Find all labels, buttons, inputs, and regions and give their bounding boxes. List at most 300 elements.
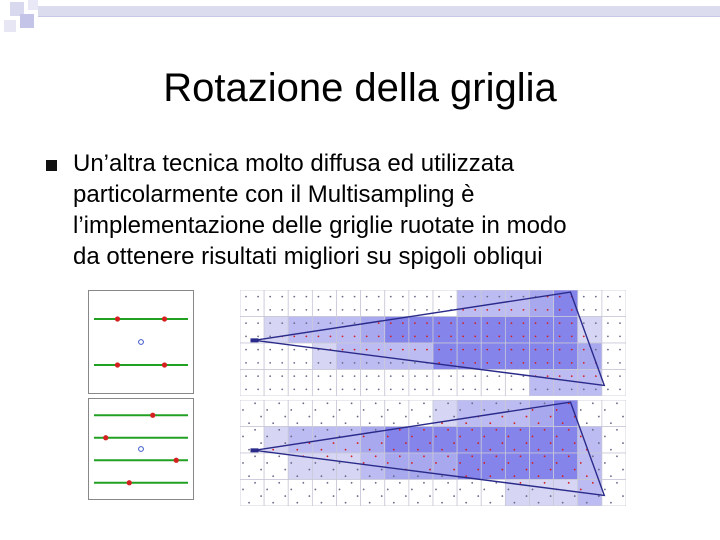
subsample-dot — [254, 482, 256, 484]
subsample-dot — [595, 335, 597, 337]
subsample-dot — [308, 416, 310, 418]
subsample-dot — [378, 388, 380, 390]
subsample-dot — [520, 402, 522, 404]
subsample-dot — [441, 422, 443, 424]
subsample-dot — [260, 495, 262, 497]
subsample-dot — [278, 429, 280, 431]
subsample-dot — [507, 409, 509, 411]
subsample-dot — [550, 469, 552, 471]
subsample-dot — [257, 388, 259, 390]
subsample-dot — [592, 455, 594, 457]
grid-cell — [554, 343, 578, 370]
subsample-dot — [595, 375, 597, 377]
subsample-dot — [302, 482, 304, 484]
grid-cell — [554, 453, 578, 480]
grid-cell — [554, 317, 578, 344]
subsample-dot — [345, 502, 347, 504]
subsample-dot — [465, 502, 467, 504]
subsample-dot — [438, 296, 440, 298]
subsample-dot — [477, 495, 479, 497]
grid-cell — [337, 453, 361, 480]
subsample-dot — [284, 495, 286, 497]
subsample-dot — [547, 335, 549, 337]
subsample-dot — [462, 349, 464, 351]
subsample-dot — [390, 309, 392, 311]
grid-cell — [288, 427, 312, 454]
subsample-dot — [414, 362, 416, 364]
subsample-dot — [538, 475, 540, 477]
subsample-dot — [429, 416, 431, 418]
subsample-dot — [498, 362, 500, 364]
subsample-dot — [375, 402, 377, 404]
subsample-dot — [438, 349, 440, 351]
subsample-dot — [366, 349, 368, 351]
subsample-dot — [278, 402, 280, 404]
subsample-dot — [242, 462, 244, 464]
subsample-dot — [559, 388, 561, 390]
subsample-dot — [318, 362, 320, 364]
subsample-dot — [562, 449, 564, 451]
subsample-dot — [318, 322, 320, 324]
subsample-dot — [305, 335, 307, 337]
subsample-dot — [438, 322, 440, 324]
subsample-dot — [511, 362, 513, 364]
grid-cell — [385, 453, 409, 480]
subsample-dot — [405, 416, 407, 418]
subsample-dot — [366, 375, 368, 377]
subsample-dot — [381, 495, 383, 497]
grid-cell — [457, 290, 481, 317]
subsample-dot — [339, 489, 341, 491]
subsample-dot — [357, 416, 359, 418]
subsample-dot — [514, 449, 516, 451]
grid-cell — [264, 400, 288, 427]
subsample-dot — [390, 349, 392, 351]
subsample-dot — [459, 489, 461, 491]
subsample-dot — [514, 475, 516, 477]
subsample-dot — [423, 402, 425, 404]
grid-cell — [264, 453, 288, 480]
subsample-dot — [305, 309, 307, 311]
grid-cell — [530, 427, 554, 454]
subsample-dot — [607, 335, 609, 337]
subsample-dot — [314, 409, 316, 411]
subsample-dot — [245, 296, 247, 298]
subsample-dot — [607, 375, 609, 377]
subsample-dot — [486, 335, 488, 337]
subsample-dot — [321, 449, 323, 451]
subsample-dot — [426, 322, 428, 324]
subsample-dot — [532, 462, 534, 464]
subsample-dot — [381, 442, 383, 444]
subsample-dot — [293, 296, 295, 298]
subsample-dot — [580, 462, 582, 464]
subsample-dot — [284, 442, 286, 444]
subsample-dot — [583, 335, 585, 337]
subsample-dot — [272, 449, 274, 451]
subsample-dot — [474, 349, 476, 351]
subsample-dot — [514, 502, 516, 504]
subsample-dot — [327, 482, 329, 484]
grid-cell — [264, 343, 288, 370]
slide-title: Rotazione della griglia — [163, 66, 557, 110]
grid-cell — [602, 290, 626, 317]
subsample-dot — [462, 335, 464, 337]
subsample-dot — [462, 388, 464, 390]
subsample-dot — [583, 362, 585, 364]
subsample-dot — [369, 449, 371, 451]
grid-cell — [337, 370, 361, 397]
subsample-dot — [435, 436, 437, 438]
subsample-dot — [453, 416, 455, 418]
subsample-dot — [523, 335, 525, 337]
subsample-dot — [483, 462, 485, 464]
subsample-dot — [351, 455, 353, 457]
bullet-line: particolarmente con il Multisampling è — [73, 181, 475, 208]
subsample-dot — [257, 349, 259, 351]
subsample-dot — [471, 429, 473, 431]
subsample-dot — [402, 375, 404, 377]
subsample-dot — [387, 436, 389, 438]
subsample-dot — [547, 322, 549, 324]
subsample-dot — [498, 322, 500, 324]
subsample-dot — [318, 388, 320, 390]
subsample-dot — [619, 309, 621, 311]
bullet-line: Un’altra tecnica molto diffusa ed utilizzata — [73, 150, 515, 177]
subsample-dot — [393, 422, 395, 424]
subsample-dot — [293, 335, 295, 337]
subsample-dot — [357, 495, 359, 497]
subsample-dot — [375, 429, 377, 431]
subsample-dot — [260, 442, 262, 444]
subsample-dot — [520, 429, 522, 431]
subsample-dot — [281, 388, 283, 390]
subsample-dot — [387, 409, 389, 411]
subsample-dot — [378, 375, 380, 377]
sample-point — [162, 362, 167, 367]
subsample-dot — [450, 335, 452, 337]
subsample-dot — [592, 482, 594, 484]
subsample-dot — [354, 362, 356, 364]
subsample-dot — [242, 436, 244, 438]
subsample-dot — [459, 436, 461, 438]
subsample-dot — [447, 482, 449, 484]
subsample-dot — [559, 335, 561, 337]
subsample-dot — [474, 375, 476, 377]
subsample-dot — [293, 322, 295, 324]
grid-cell — [337, 400, 361, 427]
subsample-dot — [257, 309, 259, 311]
subsample-dot — [483, 436, 485, 438]
subsample-dot — [321, 502, 323, 504]
grid-cell — [457, 453, 481, 480]
subsample-dot — [562, 422, 564, 424]
subsample-dot — [417, 475, 419, 477]
subsample-dot — [351, 429, 353, 431]
subsample-dot — [402, 388, 404, 390]
subsample-dot — [399, 402, 401, 404]
subsample-dot — [414, 309, 416, 311]
bullet-line: da ottenere risultati migliori su spigoli obliqui — [73, 243, 543, 270]
subsample-dot — [583, 322, 585, 324]
subsample-dot — [245, 322, 247, 324]
grid-cell — [337, 343, 361, 370]
subsample-dot — [314, 462, 316, 464]
pixel-center-marker — [139, 340, 144, 345]
subsample-dot — [330, 388, 332, 390]
grid-cell — [530, 480, 554, 507]
subsample-dot — [607, 349, 609, 351]
subsample-dot — [486, 362, 488, 364]
subsample-dot — [486, 322, 488, 324]
subsample-dot — [426, 309, 428, 311]
subsample-dot — [296, 475, 298, 477]
subsample-dot — [429, 442, 431, 444]
subsample-dot — [345, 475, 347, 477]
subsample-dot — [462, 322, 464, 324]
subsample-dot — [266, 462, 268, 464]
subsample-dot — [438, 375, 440, 377]
subsample-dot — [378, 362, 380, 364]
subsample-dot — [375, 482, 377, 484]
subsample-dot — [616, 429, 618, 431]
subsample-dot — [342, 335, 344, 337]
subsample-dot — [595, 322, 597, 324]
subsample-dot — [354, 322, 356, 324]
subsample-dot — [556, 436, 558, 438]
subsample-dot — [547, 349, 549, 351]
grid-cell — [433, 480, 457, 507]
subsample-dot — [459, 409, 461, 411]
subsample-dot — [523, 296, 525, 298]
sample-point — [150, 413, 155, 418]
grid-cell — [409, 453, 433, 480]
subsample-dot — [393, 475, 395, 477]
subsample-dot — [354, 388, 356, 390]
subsample-dot — [342, 296, 344, 298]
subsample-dot — [330, 362, 332, 364]
subsample-dot — [610, 502, 612, 504]
subsample-dot — [269, 296, 271, 298]
subsample-dot — [462, 362, 464, 364]
subsample-dot — [486, 296, 488, 298]
subsample-dot — [293, 309, 295, 311]
subsample-dot — [483, 409, 485, 411]
subsample-dot — [290, 436, 292, 438]
subsample-dot — [302, 402, 304, 404]
subsample-dot — [414, 335, 416, 337]
grid-cell — [433, 427, 457, 454]
subsample-dot — [354, 296, 356, 298]
subsample-dot — [450, 388, 452, 390]
subsample-dot — [544, 482, 546, 484]
subsample-dot — [354, 309, 356, 311]
subsample-dot — [366, 388, 368, 390]
subsample-dot — [390, 388, 392, 390]
subsample-dot — [293, 362, 295, 364]
subsample-dot — [474, 335, 476, 337]
subsample-dot — [269, 309, 271, 311]
grid-cell — [481, 343, 505, 370]
subsample-dot — [619, 296, 621, 298]
subsample-dot — [357, 469, 359, 471]
subsample-dot — [592, 429, 594, 431]
subsample-dot — [269, 388, 271, 390]
subsample-dot — [387, 462, 389, 464]
grid-cell — [240, 480, 264, 507]
grid-cell — [361, 370, 385, 397]
subsample-dot — [622, 469, 624, 471]
subsample-dot — [363, 489, 365, 491]
subsample-dot — [486, 349, 488, 351]
grid-cell — [530, 370, 554, 397]
grid-cell — [337, 427, 361, 454]
subsample-dot — [318, 375, 320, 377]
subsample-dot — [284, 469, 286, 471]
subsample-dot — [281, 362, 283, 364]
subsample-dot — [342, 322, 344, 324]
subsample-dot — [583, 375, 585, 377]
subsample-dot — [399, 455, 401, 457]
subsample-dot — [447, 455, 449, 457]
subsample-dot — [363, 409, 365, 411]
subsample-dot — [511, 335, 513, 337]
subsample-dot — [426, 375, 428, 377]
grid-cell — [312, 400, 336, 427]
subsample-dot — [535, 309, 537, 311]
grid-cell — [481, 453, 505, 480]
subsample-dot — [535, 362, 537, 364]
subsample-dot — [559, 362, 561, 364]
subsample-dot — [580, 436, 582, 438]
subsample-dot — [369, 475, 371, 477]
subsample-dot — [607, 296, 609, 298]
subsample-dot — [390, 335, 392, 337]
subsample-dot — [272, 502, 274, 504]
subsample-dot — [366, 362, 368, 364]
subsample-dot — [269, 375, 271, 377]
subsample-dot — [535, 322, 537, 324]
subsample-dot — [489, 449, 491, 451]
subsample-dot — [544, 402, 546, 404]
subsample-dot — [511, 388, 513, 390]
subsample-dot — [526, 469, 528, 471]
grid-cell — [433, 317, 457, 344]
rotated-grid-rasterization — [240, 400, 626, 506]
grid-cell — [602, 453, 626, 480]
subsample-dot — [290, 489, 292, 491]
subsample-dot — [523, 388, 525, 390]
subsample-dot — [526, 442, 528, 444]
subsample-dot — [547, 362, 549, 364]
subsample-dot — [321, 475, 323, 477]
sample-point — [174, 458, 179, 463]
grid-cell — [312, 290, 336, 317]
subsample-dot — [429, 469, 431, 471]
grid-cell — [602, 400, 626, 427]
subsample-dot — [308, 495, 310, 497]
subsample-dot — [351, 402, 353, 404]
subsample-dot — [471, 455, 473, 457]
grid-cell — [554, 480, 578, 507]
subsample-dot — [405, 495, 407, 497]
subsample-dot — [471, 402, 473, 404]
subsample-dot — [556, 462, 558, 464]
grid-cell — [505, 290, 529, 317]
grid-cell — [385, 290, 409, 317]
subsample-dot — [245, 388, 247, 390]
subsample-dot — [501, 416, 503, 418]
subsample-dot — [619, 388, 621, 390]
subsample-dot — [402, 296, 404, 298]
subsample-dot — [314, 436, 316, 438]
subsample-dot — [441, 502, 443, 504]
subsample-dot — [266, 489, 268, 491]
subsample-dot — [574, 495, 576, 497]
grid-cell — [385, 370, 409, 397]
subsample-dot — [447, 402, 449, 404]
subsample-dot — [622, 442, 624, 444]
grid-cell — [409, 400, 433, 427]
subsample-dot — [293, 388, 295, 390]
subsample-dot — [435, 489, 437, 491]
grid-cell — [457, 370, 481, 397]
subsample-dot — [571, 375, 573, 377]
pixel-center-marker — [139, 447, 144, 452]
subsample-dot — [511, 375, 513, 377]
grid-cell — [409, 317, 433, 344]
subsample-dot — [375, 455, 377, 457]
triangle-vertex-marker — [250, 448, 258, 452]
grid-cell — [602, 480, 626, 507]
subsample-dot — [381, 469, 383, 471]
subsample-dot — [511, 309, 513, 311]
subsample-dot — [248, 449, 250, 451]
subsample-dot — [257, 296, 259, 298]
subsample-dot — [305, 388, 307, 390]
sample-point — [162, 316, 167, 321]
subsample-dot — [426, 349, 428, 351]
subsample-dot — [607, 388, 609, 390]
grid-cell — [385, 343, 409, 370]
subsample-dot — [450, 322, 452, 324]
subsample-dot — [305, 349, 307, 351]
subsample-dot — [330, 322, 332, 324]
grid-cell — [530, 290, 554, 317]
grid-cell — [264, 370, 288, 397]
subsample-dot — [290, 409, 292, 411]
subsample-dot — [248, 475, 250, 477]
subsample-dot — [321, 422, 323, 424]
subsample-dot — [378, 335, 380, 337]
subsample-dot — [333, 442, 335, 444]
subsample-dot — [257, 362, 259, 364]
subsample-dot — [571, 388, 573, 390]
subsample-dot — [523, 362, 525, 364]
grid-cell — [409, 427, 433, 454]
subsample-dot — [245, 349, 247, 351]
subsample-dot — [498, 335, 500, 337]
subsample-dot — [453, 469, 455, 471]
grid-cell — [457, 400, 481, 427]
subsample-dot — [330, 335, 332, 337]
subsample-dot — [507, 436, 509, 438]
subsample-dot — [378, 296, 380, 298]
subsample-dot — [607, 322, 609, 324]
subsample-dot — [426, 388, 428, 390]
subsample-dot — [378, 349, 380, 351]
subsample-dot — [514, 422, 516, 424]
